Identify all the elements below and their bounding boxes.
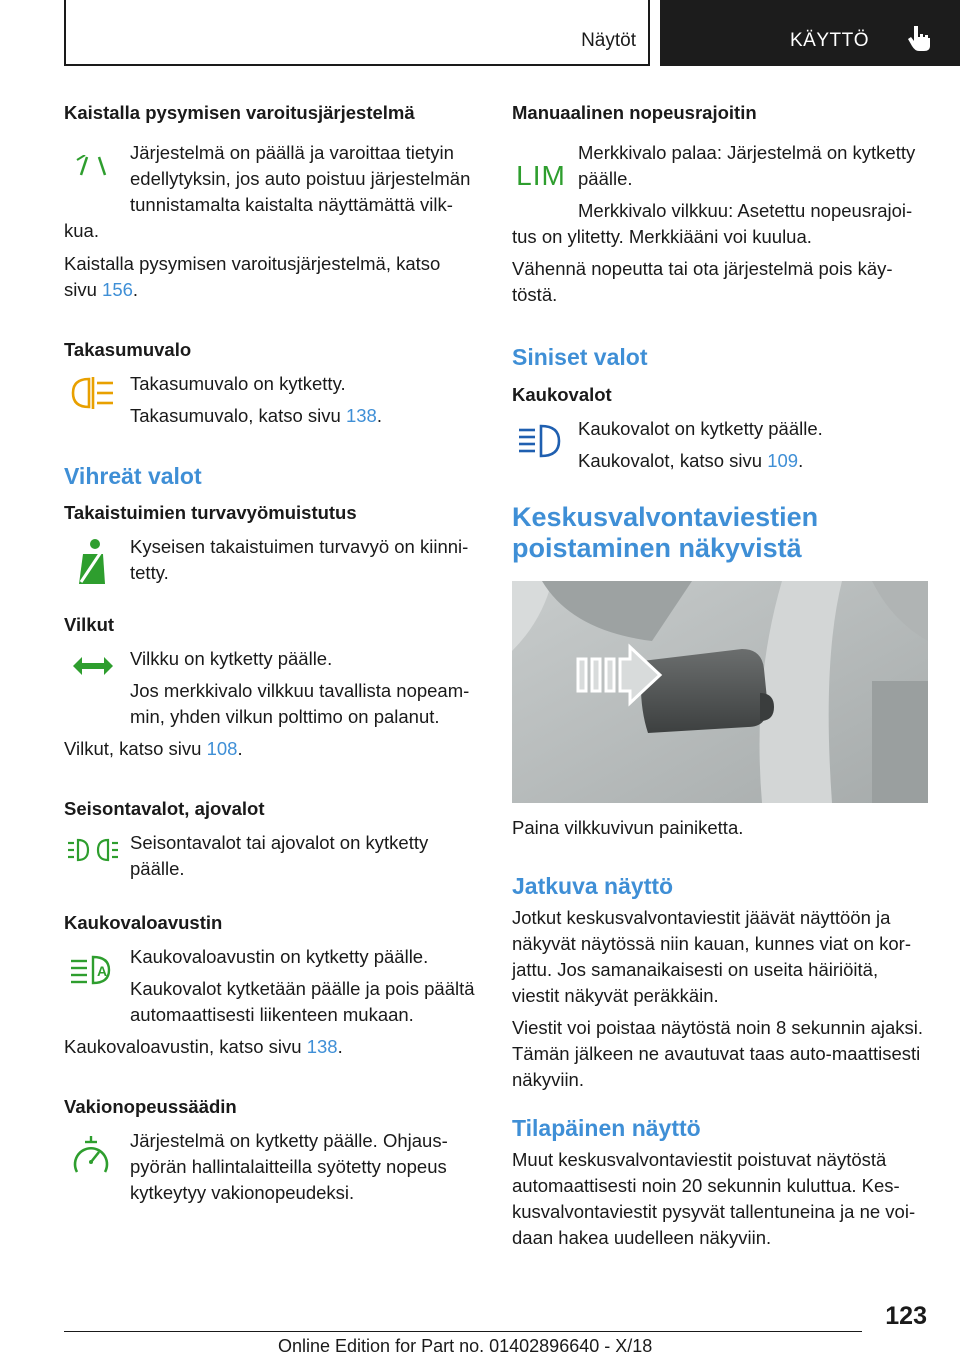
high-beam-assist-text1: Kaukovaloavustin on kytketty päälle. xyxy=(130,946,429,967)
lane-departure-entry xyxy=(64,100,482,303)
clear-messages-heading xyxy=(512,502,928,564)
edition-footer: Online Edition for Part no. 01402896640 - X/18 xyxy=(278,1336,653,1356)
high-beam-icon xyxy=(512,420,570,462)
clear-messages-heading-line2: poistaminen näkyvistä xyxy=(512,533,802,563)
high-beam-assist-entry xyxy=(64,910,482,1060)
lane-departure-text-cont: kua. xyxy=(64,220,99,241)
high-beam-title: Kaukovalot xyxy=(512,384,612,405)
page-link-138[interactable]: 138 xyxy=(306,1036,338,1057)
page-link-156[interactable]: 156 xyxy=(102,279,133,300)
speed-limiter-text1: Merkkivalo palaa: Järjestelmä on kytketty päälle. xyxy=(578,142,916,189)
cruise-control-title: Vakionopeussäädin xyxy=(64,1096,237,1117)
left-column xyxy=(64,100,482,1206)
section-tab xyxy=(64,0,650,66)
chapter-tab xyxy=(660,0,960,66)
ref-text: Kaistalla pysymisen varoitusjärjestelmä, katso xyxy=(64,253,441,274)
high-beam-entry xyxy=(512,382,928,474)
high-beam-assist-title: Kaukovaloavustin xyxy=(64,912,223,933)
high-beam-assist-text2: Kaukovalot kytketään päälle ja pois päältä automaattisesti liikenteen mukaan. xyxy=(130,978,475,1025)
lane-departure-icon xyxy=(64,146,122,186)
svg-text:A: A xyxy=(97,963,108,979)
turn-signal-ref xyxy=(64,736,482,762)
speed-limiter-lim-icon xyxy=(512,156,570,196)
ref-text: Kaukovaloavustin, katso sivu xyxy=(64,1036,307,1057)
page-link-108[interactable]: 108 xyxy=(206,738,238,759)
ref-suffix: . xyxy=(237,738,243,759)
ref-suffix: . xyxy=(337,1036,343,1057)
page-link-138[interactable]: 138 xyxy=(345,405,377,426)
page-header xyxy=(64,0,960,66)
lane-departure-text: Järjestelmä on päällä ja varoittaa tietyin edellytyksin, jos auto poistuu järjestelmän tunnistamalta kaistalta näyttämättä vilk- xyxy=(130,142,471,215)
ref-text: Kaukovalot, katso sivu xyxy=(578,450,768,471)
chapter-title: KÄYTTÖ xyxy=(790,30,870,51)
ref-suffix: . xyxy=(132,279,139,300)
turn-signal-lever-photo xyxy=(512,581,928,803)
seatbelt-text: Kyseisen takaistuimen turvavyö on kiinni-tetty. xyxy=(130,536,469,583)
parking-lights-entry xyxy=(64,796,482,882)
rear-fog-lamp-icon xyxy=(64,373,122,413)
speed-limiter-title: Manuaalinen nopeusrajoitin xyxy=(512,102,757,123)
hand-pointer-icon xyxy=(908,24,934,52)
speed-limiter-text2-cont: tus on ylitetty. Merkkiääni voi kuulua. xyxy=(512,226,812,247)
parking-lights-title: Seisontavalot, ajovalot xyxy=(64,798,265,819)
parking-lights-icon xyxy=(64,830,122,870)
photo-caption: Paina vilkkuvivun painiketta. xyxy=(512,817,744,838)
continuous-display-heading: Jatkuva näyttö xyxy=(512,873,674,899)
temporary-display-heading: Tilapäinen näyttö xyxy=(512,1115,701,1141)
cruise-control-icon xyxy=(64,1134,122,1180)
clear-messages-heading-line1: Keskusvalvontaviestien xyxy=(512,502,819,532)
cruise-control-entry xyxy=(64,1094,482,1206)
speed-limiter-text3: Vähennä nopeutta tai ota järjestelmä pois käy-töstä. xyxy=(512,258,893,305)
temporary-display-text: Muut keskusvalvontaviestit poistuvat näytöstä automaattisesti noin 20 sekunnin kuluttua. Kes-kusvalvontaviestit pysyvät tallentuneina ja ne voi-daan hakea uudelleen näkyviin. xyxy=(512,1149,916,1248)
turn-signal-arrows-icon xyxy=(64,646,122,686)
rear-fog-title: Takasumuvalo xyxy=(64,339,192,360)
ref-text: sivu xyxy=(64,279,103,300)
page-link-109[interactable]: 109 xyxy=(767,450,799,471)
ref-suffix: . xyxy=(376,405,382,426)
lane-departure-title: Kaistalla pysymisen varoitusjärjestelmä xyxy=(64,102,415,123)
cruise-control-text: Järjestelmä on kytketty päälle. Ohjaus-pyörän hallintalaitteilla syötetty nopeus kytkeytyy vakionopeudeksi. xyxy=(130,1130,448,1203)
green-lights-heading: Vihreät valot xyxy=(64,463,202,489)
high-beam-text: Kaukovalot on kytketty päälle. xyxy=(578,418,823,439)
lim-icon-text: LIM xyxy=(516,160,566,191)
section-title: Näytöt xyxy=(581,30,636,51)
page-number: 123 xyxy=(885,1302,927,1330)
turn-signal-text2: Jos merkkivalo vilkkuu tavallista nopeam-min, yhden vilkun polttimo on palanut. xyxy=(130,680,470,727)
turn-signal-text1: Vilkku on kytketty päälle. xyxy=(130,648,333,669)
rear-fog-text: Takasumuvalo on kytketty. xyxy=(130,373,346,394)
right-column xyxy=(512,100,928,1251)
continuous-display-text2: Viestit voi poistaa näytöstä noin 8 sekunnin ajaksi. Tämän jälkeen ne avautuvat taas auto-maattisesti näkyviin. xyxy=(512,1017,924,1090)
rear-fog-entry xyxy=(64,337,482,429)
high-beam-ref xyxy=(512,448,928,474)
seatbelt-icon xyxy=(64,536,122,588)
blue-lights-heading: Siniset valot xyxy=(512,344,648,370)
turn-signal-entry xyxy=(64,612,482,762)
rear-fog-ref xyxy=(64,403,482,429)
seatbelt-title: Takaistuimien turvavyömuistutus xyxy=(64,502,357,523)
parking-lights-text: Seisontavalot tai ajovalot on kytketty päälle. xyxy=(130,832,429,879)
ref-text: Takasumuvalo, katso sivu xyxy=(130,405,346,426)
lane-departure-ref xyxy=(64,251,482,303)
speed-limiter-text2: Merkkivalo vilkkuu: Asetettu nopeusrajoi- xyxy=(578,200,913,221)
continuous-display-text1: Jotkut keskusvalvontaviestit jäävät näyttöön ja näkyvät näytössä niin kauan, kunnes viat on kor-jattu. Jos samanaikaisesti on useita häiriöitä, viestit näkyvät peräkkäin. xyxy=(512,907,912,1006)
turn-signal-title: Vilkut xyxy=(64,614,115,635)
ref-suffix: . xyxy=(798,450,804,471)
high-beam-assist-ref xyxy=(64,1034,482,1060)
seatbelt-entry xyxy=(64,500,482,586)
ref-text: Vilkut, katso sivu xyxy=(64,738,207,759)
high-beam-assist-icon xyxy=(64,950,122,994)
footer-divider xyxy=(64,1331,862,1332)
speed-limiter-entry xyxy=(512,100,928,308)
